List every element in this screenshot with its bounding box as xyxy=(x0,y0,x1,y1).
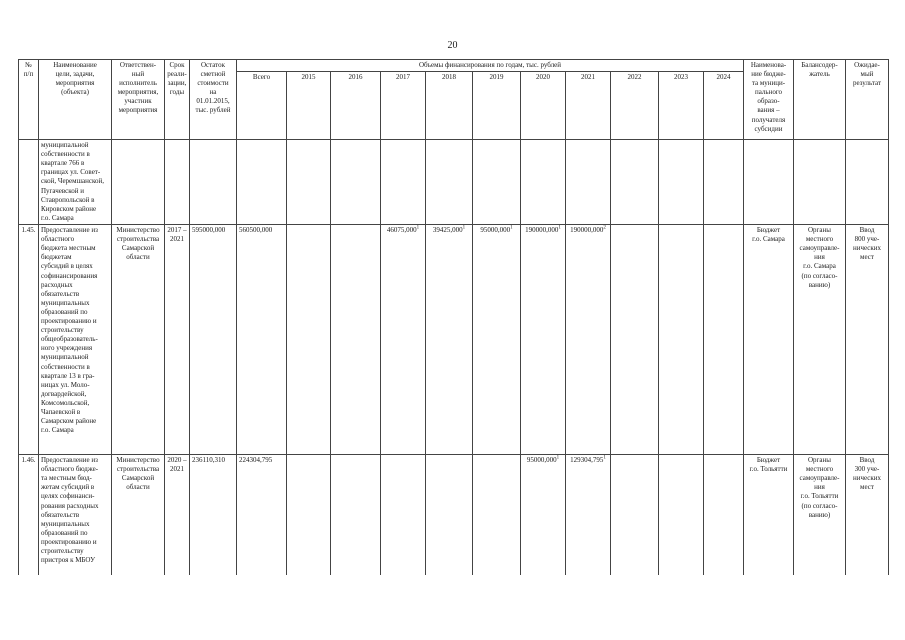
cell-holder: Органы местного самоуправле- ния г.о. Тольятти (по согласо- ванию) xyxy=(794,455,846,576)
cell-funding-2019 xyxy=(473,140,521,225)
funding-value: 129304,795 xyxy=(570,456,604,465)
cell-municipality: Бюджет г.о. Тольятти xyxy=(744,455,794,576)
cell-num: 1.46. xyxy=(19,455,39,576)
table-row xyxy=(19,455,889,576)
cell-responsible: Министерство строительства Самарской области xyxy=(112,455,165,576)
funding-value: 39425,000 xyxy=(432,226,463,235)
header-year-2023: 2023 xyxy=(659,72,704,140)
header-year-2015: 2015 xyxy=(287,72,331,140)
cell-name: муниципальной собственности в квартале 766 в границах ул. Совет- ской, Черемшанской, Пугачевской и Ставропольской в Кировском районе г.о. Самара xyxy=(39,140,112,225)
footnote-mark: 2 xyxy=(603,225,606,231)
table-row xyxy=(19,140,889,225)
cell-funding-2020 xyxy=(521,225,566,455)
funding-table xyxy=(18,59,889,575)
cell-num: 1.45. xyxy=(19,225,39,455)
funding-value: 190000,000 xyxy=(570,226,604,235)
cell-funding-total xyxy=(237,455,287,576)
table-row xyxy=(19,225,889,455)
cell-result: Ввод 300 уче- нических мест xyxy=(846,455,889,576)
header-year-2019: 2019 xyxy=(473,72,521,140)
cell-funding-2017 xyxy=(381,225,426,455)
page-number: 20 xyxy=(447,40,458,51)
cell-funding-2015 xyxy=(287,225,331,455)
cell-num xyxy=(19,140,39,225)
header-term: Срок реали- зации, годы xyxy=(165,60,190,140)
header-year-total: Всего xyxy=(237,72,287,140)
cell-funding-2018 xyxy=(426,225,473,455)
footnote-mark: 1 xyxy=(462,225,466,231)
cell-funding-2016 xyxy=(331,140,381,225)
funding-value: 560500,000 xyxy=(239,226,273,235)
funding-value: 190000,000 xyxy=(525,226,559,235)
cell-funding-2022 xyxy=(611,225,659,455)
cell-funding-2022 xyxy=(611,140,659,225)
footnote-mark: 1 xyxy=(603,455,606,461)
header-funding-group: Объемы финансирования по годам, тыс. рублей xyxy=(237,60,744,72)
cell-funding-2015 xyxy=(287,140,331,225)
header-year-2016: 2016 xyxy=(331,72,381,140)
cell-municipality: Бюджет г.о. Самара xyxy=(744,225,794,455)
cell-funding-2019 xyxy=(473,225,521,455)
cell-funding-2023 xyxy=(659,140,704,225)
cell-funding-2016 xyxy=(331,225,381,455)
cell-result: Ввод 800 уче- нических мест xyxy=(846,225,889,455)
header-municipality: Наименова- ние бюдже- та муници- пального образо- вания – получателя субсидии xyxy=(744,60,794,140)
funding-value: 95000,000 xyxy=(526,456,557,465)
header-year-2024: 2024 xyxy=(704,72,744,140)
cell-funding-2021 xyxy=(566,140,611,225)
cell-funding-2018 xyxy=(426,455,473,576)
cell-funding-2021 xyxy=(566,225,611,455)
header-num: № п/п xyxy=(19,60,39,140)
cell-remaining: 236110,310 xyxy=(190,455,237,576)
cell-funding-2015 xyxy=(287,455,331,576)
cell-funding-2024 xyxy=(704,140,744,225)
cell-funding-2020 xyxy=(521,140,566,225)
cell-name: Предоставление из областного бюджета местным бюджетам субсидий в целях софинансирования расходных обязательств муниципальных образований по проектированию и строительству общеобразователь- ного учреждения муниципальной собственности в квартале 13 в гра- ницах ул. Моло- догвардейской, Комсомольской, Чапаевской в Самарском районе г.о. Самара xyxy=(39,225,112,455)
header-remaining: Остаток сметной стоимости на 01.01.2015, тыс. рублей xyxy=(190,60,237,140)
cell-funding-2021 xyxy=(566,455,611,576)
cell-funding-total xyxy=(237,225,287,455)
cell-result xyxy=(846,140,889,225)
footnote-mark: 1 xyxy=(558,225,561,231)
cell-holder xyxy=(794,140,846,225)
cell-funding-total xyxy=(237,140,287,225)
header-row-top xyxy=(19,60,889,72)
header-year-2018: 2018 xyxy=(426,72,473,140)
cell-funding-2024 xyxy=(704,455,744,576)
cell-funding-2022 xyxy=(611,455,659,576)
cell-term: 2017 – 2021 xyxy=(165,225,190,455)
header-year-2020: 2020 xyxy=(521,72,566,140)
cell-funding-2017 xyxy=(381,455,426,576)
cell-funding-2019 xyxy=(473,455,521,576)
cell-funding-2024 xyxy=(704,225,744,455)
cell-funding-2016 xyxy=(331,455,381,576)
cell-remaining: 595000,000 xyxy=(190,225,237,455)
cell-responsible xyxy=(112,140,165,225)
cell-responsible: Министерство строительства Самарской области xyxy=(112,225,165,455)
cell-holder: Органы местного самоуправле- ния г.о. Самара (по согласо- ванию) xyxy=(794,225,846,455)
cell-term: 2020 – 2021 xyxy=(165,455,190,576)
cell-name: Предоставление из областного бюдже- та местным бюд- жетам субсидий в целях софинанси- рования расходных обязательств муниципальных образований по проектированию и строительству пристроя к МБОУ xyxy=(39,455,112,576)
cell-municipality xyxy=(744,140,794,225)
cell-funding-2023 xyxy=(659,455,704,576)
funding-value: 224304,795 xyxy=(239,456,273,465)
funding-value: 95000,000 xyxy=(480,226,511,235)
cell-funding-2020 xyxy=(521,455,566,576)
header-holder: Балансодер- жатель xyxy=(794,60,846,140)
header-name: Наименование цели, задачи, мероприятия (объекта) xyxy=(39,60,112,140)
header-responsible: Ответствен- ный исполнитель мероприятия, участник мероприятия xyxy=(112,60,165,140)
header-year-2021: 2021 xyxy=(566,72,611,140)
footnote-mark: 1 xyxy=(510,225,513,231)
cell-funding-2018 xyxy=(426,140,473,225)
header-result: Ожидае- мый результат xyxy=(846,60,889,140)
footnote-mark: 1 xyxy=(416,225,420,231)
header-year-2017: 2017 xyxy=(381,72,426,140)
header-year-2022: 2022 xyxy=(611,72,659,140)
cell-funding-2017 xyxy=(381,140,426,225)
cell-remaining xyxy=(190,140,237,225)
cell-funding-2023 xyxy=(659,225,704,455)
funding-value: 46075,000 xyxy=(386,226,417,235)
cell-term xyxy=(165,140,190,225)
footnote-mark: 1 xyxy=(556,455,560,461)
